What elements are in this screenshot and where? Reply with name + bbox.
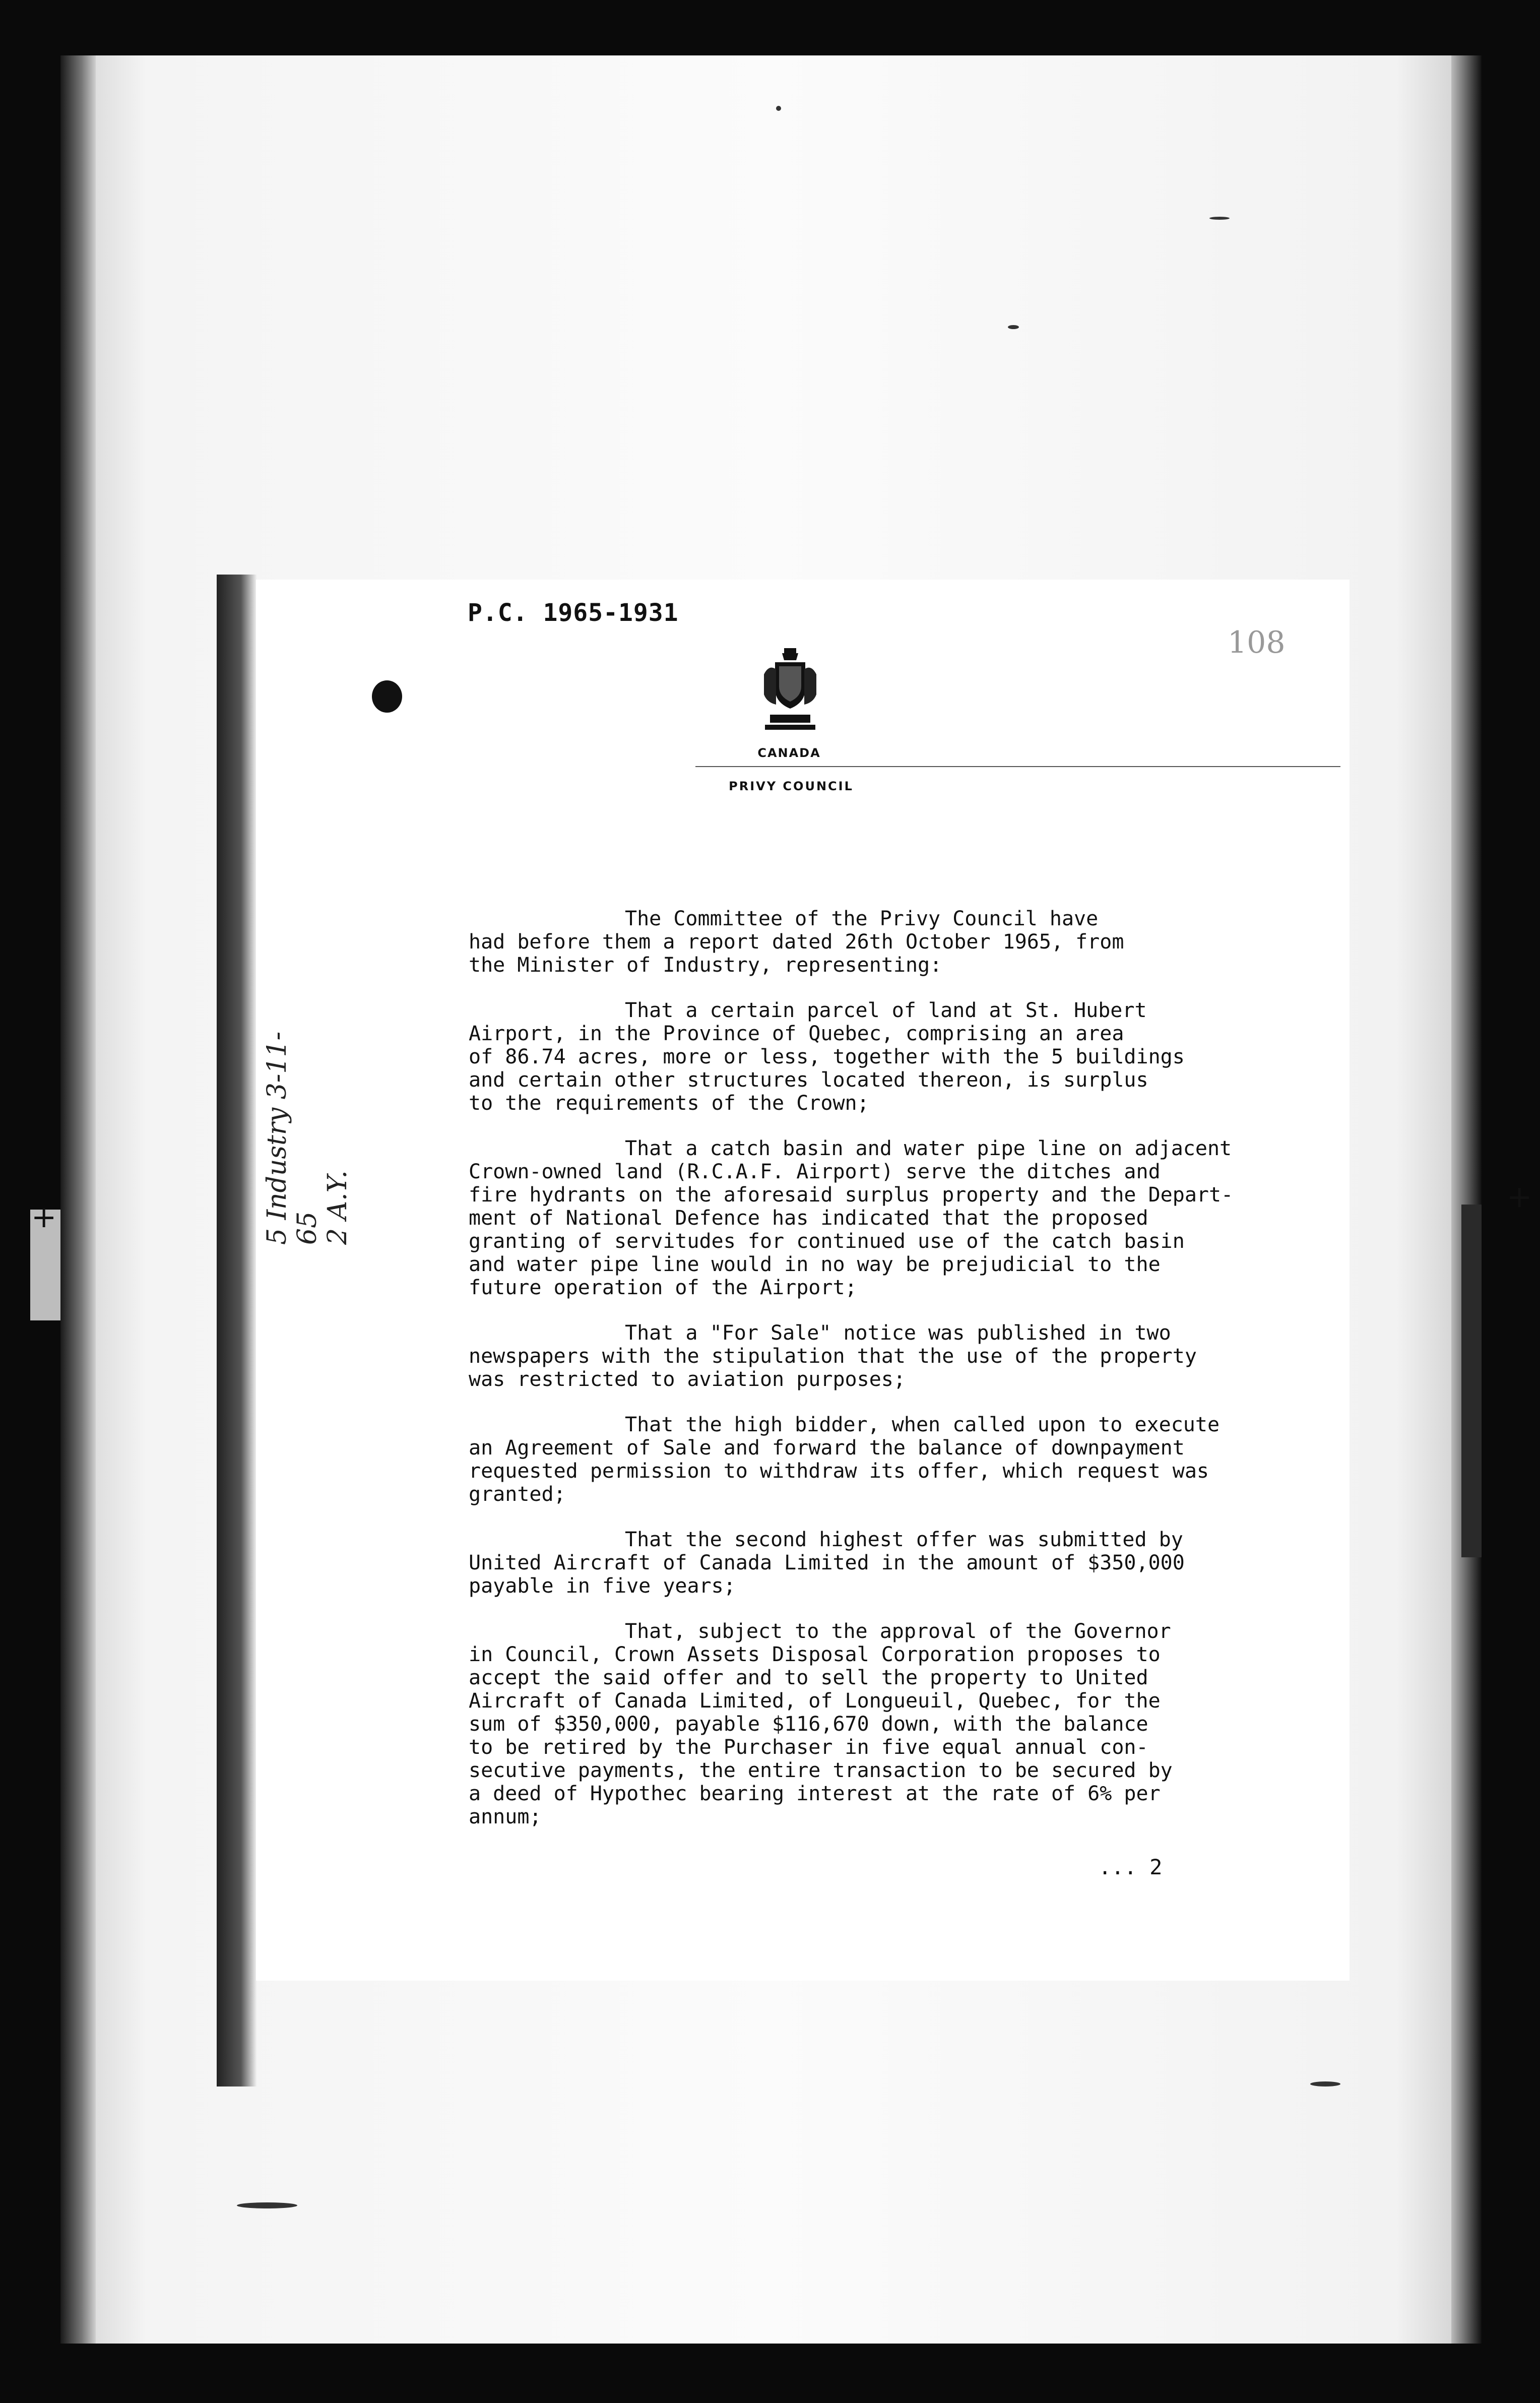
film-speck (1310, 2081, 1340, 2086)
paragraph-land-surplus: That a certain parcel of land at St. Hubert Airport, in the Province of Quebec, comprising an area of 86.74 acres, more or less, together with the 5 buildings and certain other structures located thereon, is surplus to the requirements of the Crown; (469, 999, 1185, 1115)
paragraph-high-bidder: That the high bidder, when called upon to execute an Agreement of Sale and forward the balance of downpayment requested permission to withdraw its offer, which request was granted; (469, 1413, 1220, 1506)
film-speck (1008, 325, 1019, 329)
film-edge-left (60, 55, 96, 2344)
letterhead-body: PRIVY COUNCIL (729, 779, 854, 793)
registration-mark-right: + (1507, 1179, 1532, 1215)
handwritten-margin-note: 5 Industry 3-11-65 2 A.Y. (262, 1031, 353, 1245)
continuation-marker: ... 2 (1099, 1855, 1163, 1879)
folio-number: 108 (1228, 625, 1286, 660)
paragraph-catch-basin: That a catch basin and water pipe line on adjacent Crown-owned land (R.C.A.F. Airport) serve the ditches and fire hydrants on the aforesaid surplus property and the Depart- ment of National Defence has indicated that the proposed granting of servitudes for continued use of the catch basin and water pipe line would in no way be prejudicial to the future operation of the Airport; (469, 1137, 1234, 1299)
paragraph-second-offer: That the second highest offer was submitted by United Aircraft of Canada Limited in the amount of $350,000 payable in five years; (469, 1528, 1185, 1598)
punch-hole (372, 680, 402, 713)
letterhead-country: CANADA (757, 746, 821, 760)
registration-mark-left: + (31, 1199, 57, 1235)
paragraph-sale-terms: That, subject to the approval of the Governor in Council, Crown Assets Disposal Corporation proposes to accept the said offer and to sell the property to United Aircraft of Canada Limited, of Longueuil, Quebec, for the sum of $350,000, payable $116,670 down, with the balance to be retired by the Purchaser in five equal annual con- secutive payments, the entire transaction to be secured by a deed of Hypothec bearing interest at the rate of 6% per annum; (469, 1620, 1173, 1828)
film-edge-right (1451, 55, 1482, 2344)
paragraph-preamble: The Committee of the Privy Council have had before them a report dated 26th October 1965, from the Minister of Industry, representing: (469, 907, 1124, 977)
order-body (469, 907, 1300, 1851)
order-number: P.C. 1965-1931 (468, 599, 679, 627)
film-speck (1209, 217, 1230, 220)
page-shadow-edge (217, 575, 257, 2086)
film-side-band-right (1461, 1205, 1482, 1557)
paragraph-for-sale-notice: That a "For Sale" notice was published in two newspapers with the stipulation that the use of the property was restricted to aviation purposes; (469, 1321, 1197, 1391)
film-speck (776, 106, 781, 111)
letterhead-rule (695, 766, 1340, 767)
film-speck (237, 2202, 297, 2208)
coat-of-arms-icon (760, 644, 820, 735)
